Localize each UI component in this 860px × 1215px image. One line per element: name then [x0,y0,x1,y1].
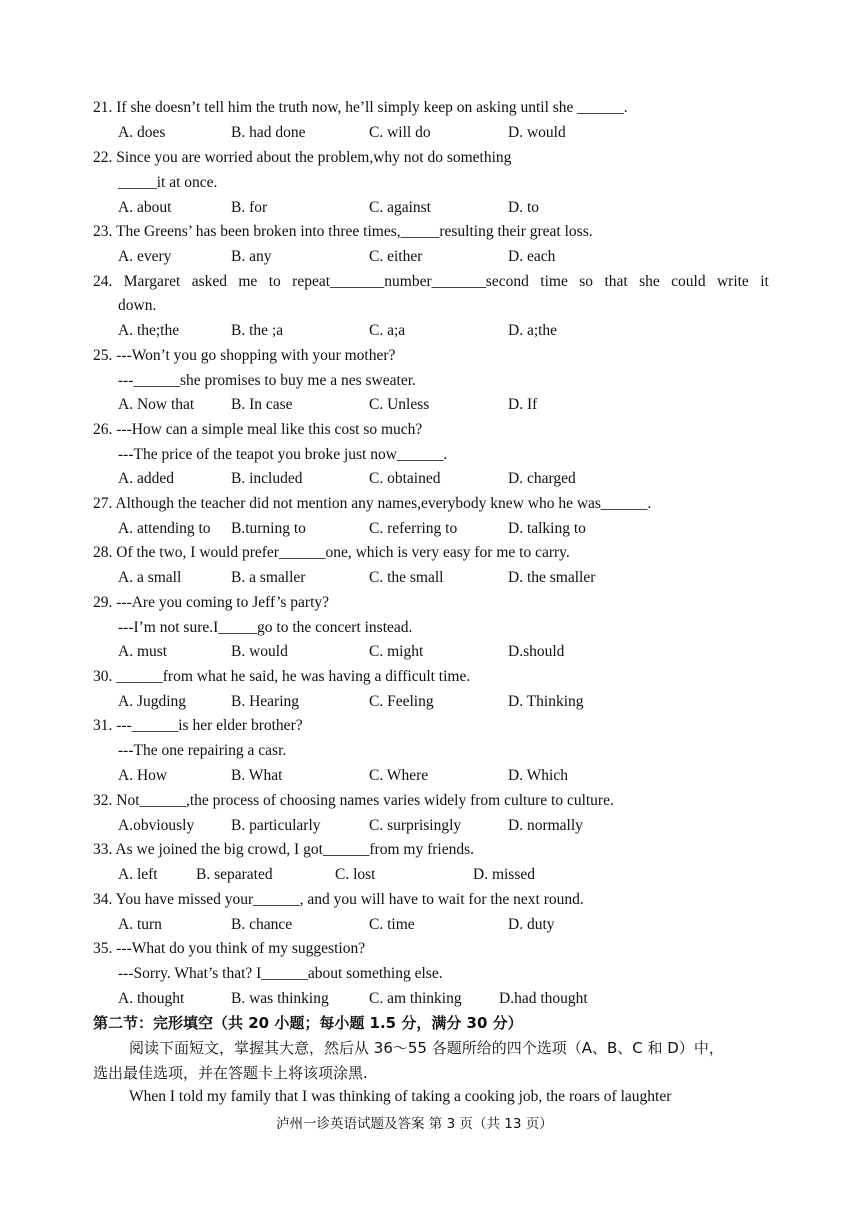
q30-option-a: A. Jugding [118,693,187,710]
q33-option-d: D. missed [473,866,535,883]
q29-option-d: D.should [508,643,565,660]
q26-option-d: D. charged [508,470,576,487]
question-35-stem: 35. ---What do you think of my suggestion? [93,940,366,957]
q22-option-c: C. against [369,199,431,216]
q31-option-a: A. How [118,767,168,784]
page-footer: 泸州一诊英语试题及答案 第 3 页（共 13 页） [276,1116,553,1132]
q32-option-b: B. particularly [231,817,321,834]
q34-option-c: C. time [369,916,415,933]
section-heading: 第二节：完形填空（共 20 小题；每小题 1.5 分，满分 30 分） [93,1014,523,1032]
q25-option-a: A. Now that [118,396,195,413]
stem-word: Margaret [123,273,181,290]
stem-word: repeat_______number_______second [292,273,529,290]
q27-option-b: B.turning to [231,520,306,537]
q25-option-b: B. In case [231,396,293,413]
stem-word: to [268,273,281,290]
q30-option-c: C. Feeling [369,693,434,710]
question-26-stem: 26. ---How can a simple meal like this cost so much? [93,421,423,438]
q34-option-d: D. duty [508,916,555,933]
stem-word: so [579,273,594,290]
question-25-stem-cont: ---______she promises to buy me a nes sweater. [118,372,416,389]
q28-option-b: B. a smaller [231,569,306,586]
stem-word: write [716,273,749,290]
q23-option-c: C. either [369,248,423,265]
q34-option-a: A. turn [118,916,162,933]
q25-option-c: C. Unless [369,396,430,413]
q23-option-d: D. each [508,248,556,265]
stem-word: could [671,273,706,290]
question-31-stem: 31. ---______is her elder brother? [93,717,303,734]
q28-option-d: D. the smaller [508,569,596,586]
question-22-stem-cont: _____it at once. [118,174,218,191]
q29-option-b: B. would [231,643,288,660]
q26-option-c: C. obtained [369,470,441,487]
q21-option-c: C. will do [369,124,431,141]
question-35-stem-cont: ---Sorry. What’s that? I______about something else. [118,965,443,982]
q26-option-b: B. included [231,470,303,487]
passage-first-line: When I told my family that I was thinking of taking a cooking job, the roars of laughter [129,1088,672,1105]
question-24-stem [93,272,769,292]
stem-word: that [604,273,628,290]
question-31-stem-cont: ---The one repairing a casr. [118,742,287,759]
question-25-stem: 25. ---Won’t you go shopping with your mother? [93,347,396,364]
q33-option-c: C. lost [335,866,376,883]
question-22-stem: 22. Since you are worried about the problem,why not do something [93,149,512,166]
stem-word: it [760,273,769,290]
q35-option-c: C. am thinking [369,990,462,1007]
question-34-stem: 34. You have missed your______, and you will have to wait for the next round. [93,891,584,908]
q22-option-d: D. to [508,199,539,216]
q33-option-b: B. separated [196,866,273,883]
section-instruction: 阅读下面短文，掌握其大意，然后从 36～55 各题所给的四个选项（A、B、C 和 D）中， [129,1039,724,1057]
stem-word: time [540,273,568,290]
q27-option-d: D. talking to [508,520,586,537]
q21-option-d: D. would [508,124,566,141]
question-29-stem-cont: ---I’m not sure.I_____go to the concert instead. [118,619,413,636]
q32-option-a: A.obviously [118,817,195,834]
section-instruction-cont: 选出最佳选项，并在答题卡上将该项涂黑. [93,1064,368,1082]
q34-option-b: B. chance [231,916,293,933]
q27-option-a: A. attending to [118,520,211,537]
q30-option-b: B. Hearing [231,693,300,710]
q24-option-d: D. a;the [508,322,558,339]
q28-option-c: C. the small [369,569,444,586]
q29-option-c: C. might [369,643,424,660]
q32-option-d: D. normally [508,817,583,834]
stem-word: me [238,273,258,290]
q35-option-a: A. thought [118,990,185,1007]
question-27-stem: 27. Although the teacher did not mention any names,everybody knew who he was______. [93,495,652,512]
stem-word: she [639,273,660,290]
stem-word: 24. [93,273,113,290]
q24-option-c: C. a;a [369,322,406,339]
q27-option-c: C. referring to [369,520,458,537]
q28-option-a: A. a small [118,569,182,586]
q31-option-c: C. Where [369,767,429,784]
q35-option-d: D.had thought [499,990,588,1007]
q21-option-a: A. does [118,124,166,141]
q23-option-a: A. every [118,248,172,265]
stem-word: asked [191,273,227,290]
question-21-stem: 21. If she doesn’t tell him the truth now, he’ll simply keep on asking until she ______. [93,99,628,116]
q21-option-b: B. had done [231,124,306,141]
q24-option-a: A. the;the [118,322,180,339]
question-30-stem: 30. ______from what he said, he was having a difficult time. [93,668,471,685]
q33-option-a: A. left [118,866,158,883]
question-29-stem: 29. ---Are you coming to Jeff’s party? [93,594,330,611]
q24-option-b: B. the ;a [231,322,284,339]
q25-option-d: D. If [508,396,538,413]
q29-option-a: A. must [118,643,168,660]
q31-option-b: B. What [231,767,283,784]
q23-option-b: B. any [231,248,272,265]
q22-option-b: B. for [231,199,268,216]
q30-option-d: D. Thinking [508,693,584,710]
question-26-stem-cont: ---The price of the teapot you broke just now______. [118,446,448,463]
question-33-stem: 33. As we joined the big crowd, I got______from my friends. [93,841,474,858]
question-24-stem-cont: down. [118,297,157,314]
question-32-stem: 32. Not______,the process of choosing names varies widely from culture to culture. [93,792,614,809]
q31-option-d: D. Which [508,767,568,784]
question-28-stem: 28. Of the two, I would prefer______one, which is very easy for me to carry. [93,544,570,561]
q32-option-c: C. surprisingly [369,817,462,834]
q22-option-a: A. about [118,199,172,216]
q26-option-a: A. added [118,470,174,487]
question-23-stem: 23. The Greens’ has been broken into three times,_____resulting their great loss. [93,223,593,240]
q35-option-b: B. was thinking [231,990,329,1007]
